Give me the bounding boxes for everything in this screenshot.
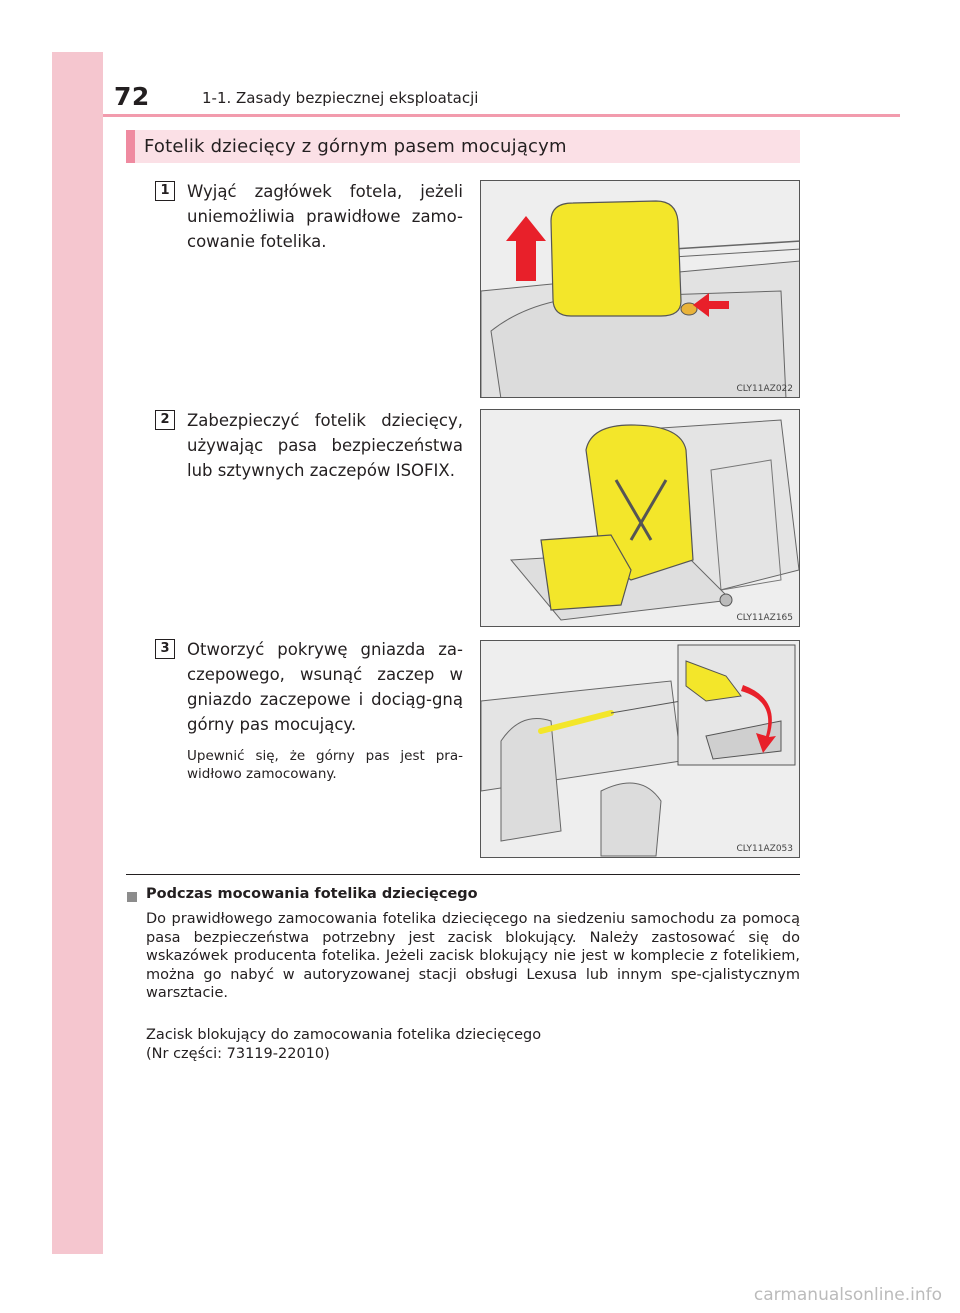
note-paragraph: Do prawidłowego zamocowania fotelika dziecięcego na siedzeniu samochodu za pomocą pasa bezpieczeństwa potrzebny jest zacisk blokujący. Należy zastosować się do wskazówek producenta fotelika. Jeżeli zacisk blokujący nie jest w komplecie z fotelikiem, można go nabyć w autoryzowanej stacji obsługi Lexusa lub innym spe-cjalistycznym warsztacie. [146, 911, 800, 1001]
note-bullet-square [127, 892, 137, 902]
step-number-1: 1 [155, 181, 175, 201]
headrest-illustration [481, 181, 800, 398]
section-divider [126, 874, 800, 875]
section-title: 1-1. Zasady bezpiecznej eksploatacji [202, 89, 479, 107]
step-number-2: 2 [155, 410, 175, 430]
figure-child-seat [480, 409, 800, 627]
topic-banner [126, 130, 800, 163]
part-number: (Nr części: 73119-22010) [146, 1046, 330, 1062]
step-text-1: Wyjąć zagłówek fotela, jeżeli uniemożliwia prawidłowe zamo-cowanie fotelika. [187, 182, 463, 251]
figure-code: CLY11AZ165 [736, 613, 793, 623]
step-number-3: 3 [155, 639, 175, 659]
child-seat-illustration [481, 410, 800, 627]
figure-headrest-removal [480, 180, 800, 398]
header-divider [103, 114, 900, 117]
step-text-3: Otworzyć pokrywę gniazda za-czepowego, wsunąć zaczep w gniazdo zaczepowe i dociąg-gną górny pas mocujący. [187, 640, 463, 734]
part-description: Zacisk blokujący do zamocowania fotelika dziecięcego [146, 1027, 542, 1043]
banner-accent-bar [126, 130, 135, 163]
page-number: 72 [114, 82, 150, 111]
note-heading: Podczas mocowania fotelika dziecięcego [146, 886, 478, 902]
step-text-2: Zabezpieczyć fotelik dziecięcy, używając pasa bezpieczeństwa lub sztywnych zaczepów ISOFIX. [187, 411, 463, 480]
figure-code: CLY11AZ053 [736, 844, 793, 854]
side-tab-strip [52, 52, 103, 1254]
figure-top-tether [480, 640, 800, 858]
tether-illustration [481, 641, 800, 858]
banner-title: Fotelik dziecięcy z górnym pasem mocującym [144, 136, 567, 157]
step-note-3: Upewnić się, że górny pas jest pra-widłowo zamocowany. [187, 748, 463, 782]
figure-code: CLY11AZ022 [736, 384, 793, 394]
watermark: carmanualsonline.info [753, 1285, 942, 1305]
